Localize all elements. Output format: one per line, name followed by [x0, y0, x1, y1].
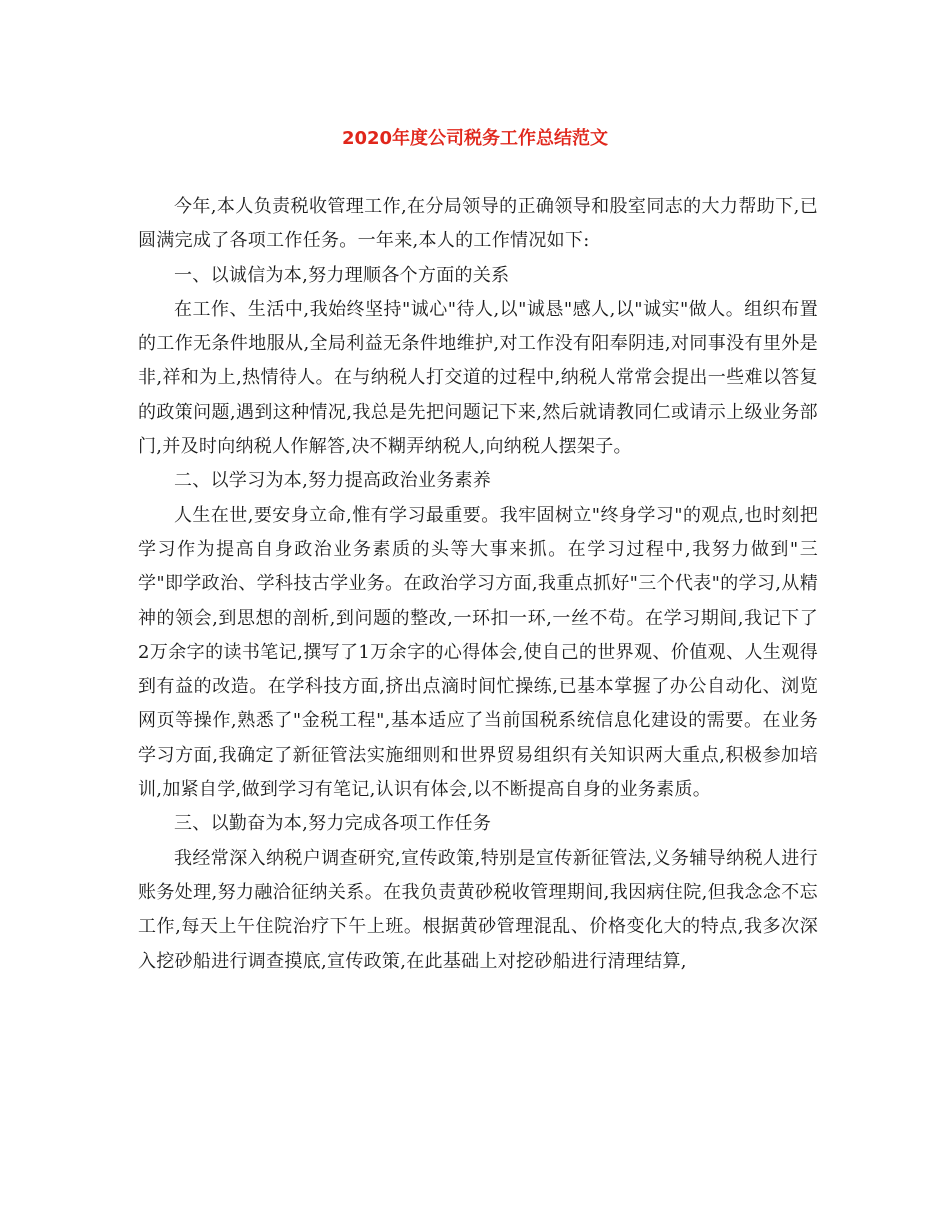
document-title: 2020年度公司税务工作总结范文 [341, 128, 609, 149]
document-body [138, 190, 818, 979]
section-heading-2: 二、以学习为本,努力提高政治业务素养 [174, 470, 492, 492]
section-heading-1: 一、以诚信为本,努力理顺各个方面的关系 [174, 264, 510, 286]
paragraph-intro: 今年,本人负责税收管理工作,在分局领导的正确领导和股室同志的大力帮助下,已圆满完成了各项工作任务。一年来,本人的工作情况如下: [138, 196, 818, 252]
paragraph-learning: 人生在世,要安身立命,惟有学习最重要。我牢固树立"终身学习"的观点,也时刻把学习作为提高自身政治业务素质的头等大事来抓。在学习过程中,我努力做到"三学"即学政治、学科技古学业务。在政治学习方面,我重点抓好"三个代表"的学习,从精神的领会,到思想的剖析,到问题的整改,一环扣一环,一丝不苟。在学习期间,我记下了2万余字的读书笔记,撰写了1万余字的心得体会,使自己的世界观、价值观、人生观得到有益的改造。在学科技方面,挤出点滴时间忙操练,已基本掌握了办公自动化、浏览网页等操作,熟悉了"金税工程",基本适应了当前国税系统信息化建设的需要。在业务学习方面,我确定了新征管法实施细则和世界贸易组织有关知识两大重点,积极参加培训,加紧自学,做到学习有笔记,认识有体会,以不断提高自身的业务素质。 [138, 504, 818, 801]
paragraph-integrity: 在工作、生活中,我始终坚持"诚心"待人,以"诚恳"感人,以"诚实"做人。组织布置的工作无条件地服从,全局利益无条件地维护,对工作没有阳奉阴违,对同事没有里外是非,祥和为上,热情待人。在与纳税人打交道的过程中,纳税人常常会提出一些难以答复的政策问题,遇到这种情况,我总是先把问题记下来,然后就请教同仁或请示上级业务部门,并及时向纳税人作解答,决不糊弄纳税人,向纳税人摆架子。 [138, 298, 818, 458]
section-heading-3: 三、以勤奋为本,努力完成各项工作任务 [174, 813, 492, 835]
paragraph-diligence: 我经常深入纳税户调查研究,宣传政策,特别是宣传新征管法,义务辅导纳税人进行账务处理,努力融洽征纳关系。在我负责黄砂税收管理期间,我因病住院,但我念念不忘工作,每天上午住院治疗下午上班。根据黄砂管理混乱、价格变化大的特点,我多次深入挖砂船进行调查摸底,宣传政策,在此基础上对挖砂船进行清理结算, [138, 847, 818, 972]
